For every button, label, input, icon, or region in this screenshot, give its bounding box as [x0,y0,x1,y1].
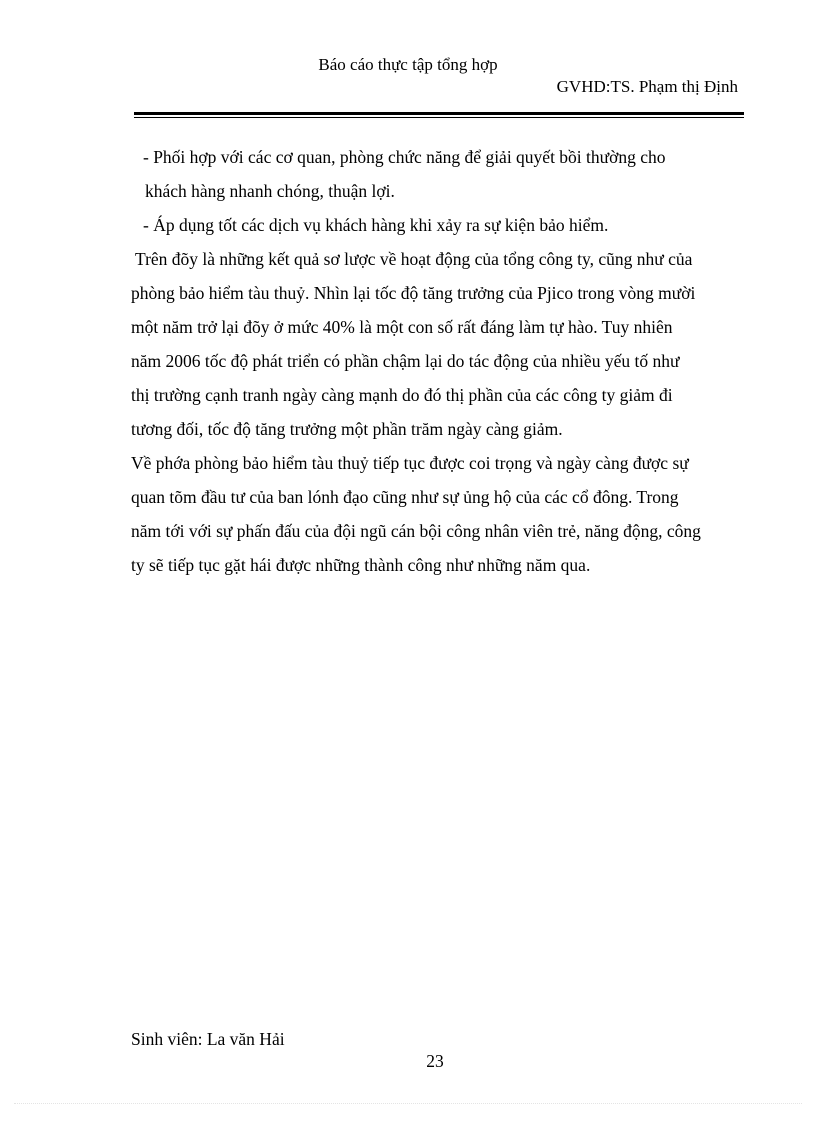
body-line: - Áp dụng tốt các dịch vụ khách hàng khi xảy ra sự kiện bảo hiểm. [143,215,609,235]
header-divider [134,112,744,119]
body-line: Trên đõy là những kết quả sơ lược về hoạt động của tổng công ty, cũng như của [135,249,693,269]
header-divider-thin [134,117,744,118]
body-line: thị trường cạnh tranh ngày càng mạnh do đó thị phần của các công ty giảm đi [131,385,673,405]
body-content [131,140,746,582]
body-line: phòng bảo hiểm tàu thuỷ. Nhìn lại tốc độ tăng trưởng của Pjico trong vòng mười [131,283,696,303]
body-line: năm 2006 tốc độ phát triển có phần chậm lại do tác động của nhiều yếu tố như [131,351,680,371]
body-line: quan tõm đầu tư của ban lónh đạo cũng như sự ủng hộ của các cổ đông. Trong [131,487,679,507]
page-bottom-border [14,1103,802,1104]
body-line: - Phối hợp với các cơ quan, phòng chức năng để giải quyết bồi thường cho [143,147,666,167]
header-divider-thick [134,112,744,115]
supervisor-line: GVHD:TS. Phạm thị Định [556,77,738,96]
body-line: ty sẽ tiếp tục gặt hái được những thành công như những năm qua. [131,555,591,575]
body-line: một năm trở lại đõy ở mức 40% là một con số rất đáng làm tự hào. Tuy nhiên [131,317,673,337]
student-name: Sinh viên: La văn Hải [131,1029,285,1049]
body-line: năm tới với sự phấn đấu của đội ngũ cán bội công nhân viên trẻ, năng động, công [131,521,701,541]
body-line: tương đối, tốc độ tăng trưởng một phần trăm ngày càng giảm. [131,419,563,439]
report-title: Báo cáo thực tập tổng hợp [318,55,498,74]
page-number: 23 [426,1051,444,1071]
body-line: khách hàng nhanh chóng, thuận lợi. [145,181,395,201]
body-line: Về phớa phòng bảo hiểm tàu thuỷ tiếp tục được coi trọng và ngày càng được sự [131,453,689,473]
